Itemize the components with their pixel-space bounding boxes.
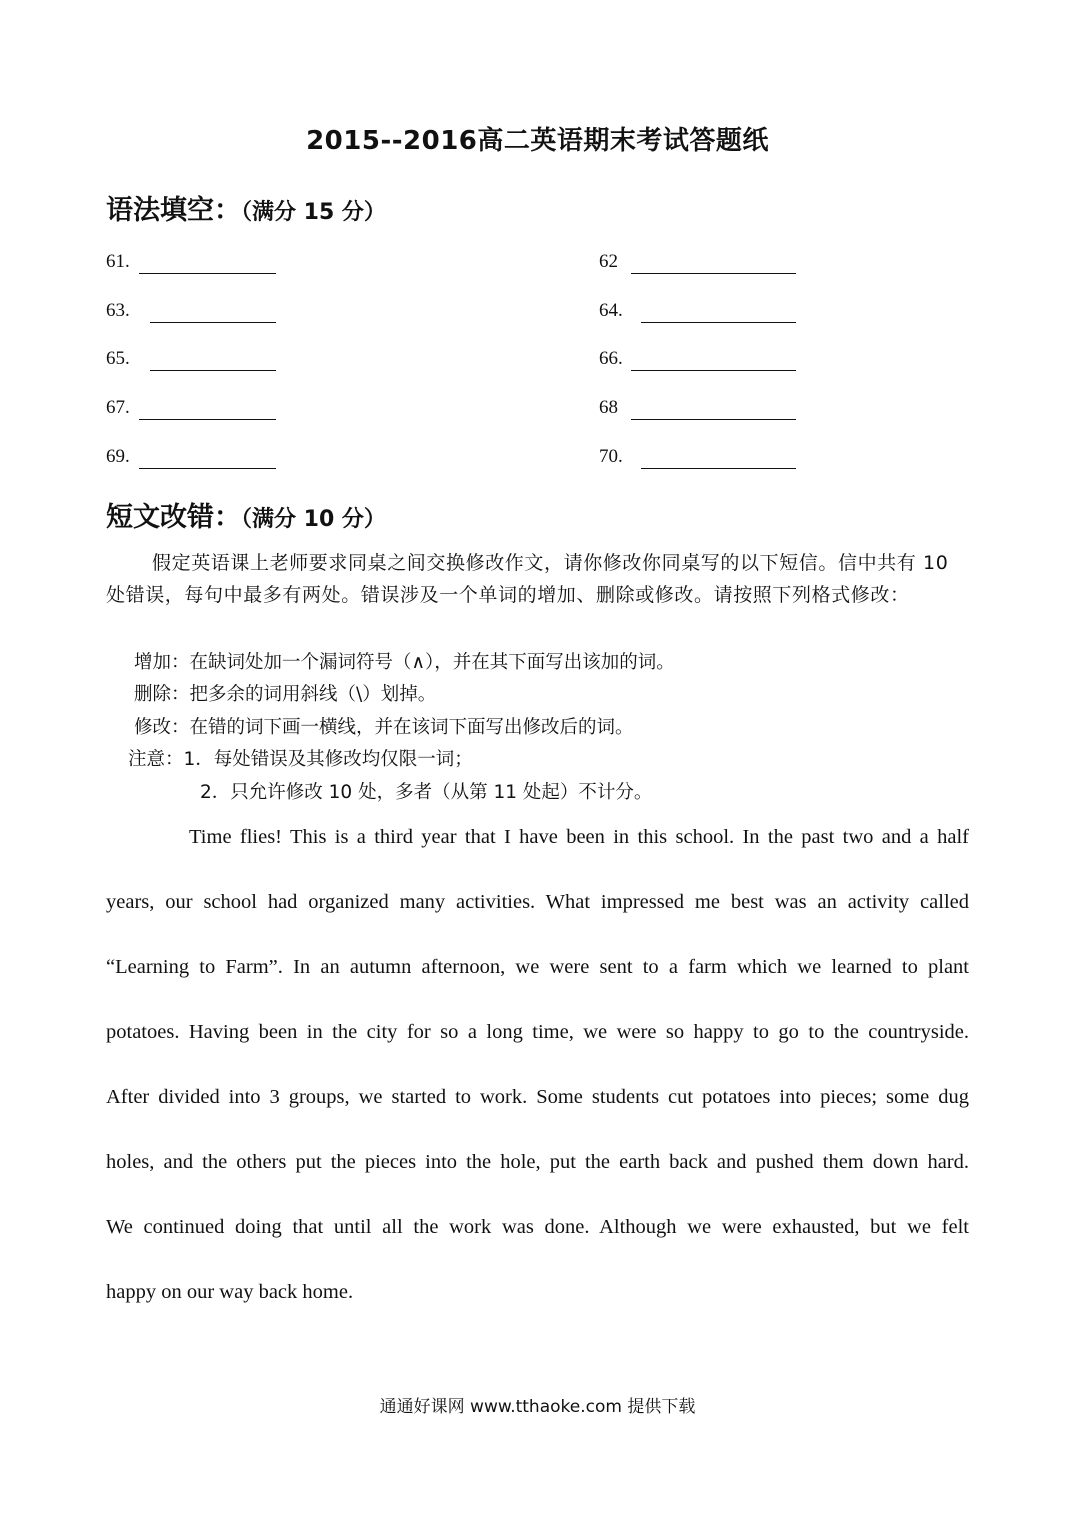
instruction-note-2: 2．只允许修改 10 处，多者（从第 11 处起）不计分。 bbox=[200, 782, 653, 803]
passage-line: happy on our way back home. bbox=[106, 1281, 354, 1303]
instruction-add: 增加：在缺词处加一个漏词符号（∧），并在其下面写出该加的词。 bbox=[134, 652, 675, 673]
blank-68[interactable] bbox=[599, 397, 799, 423]
blank-number: 70. bbox=[599, 446, 623, 467]
blank-61[interactable] bbox=[106, 251, 276, 277]
blank-number: 62 bbox=[599, 251, 618, 272]
answer-line bbox=[641, 468, 796, 469]
blank-70[interactable] bbox=[599, 446, 799, 472]
section-grammar-title: 语法填空： bbox=[106, 195, 241, 226]
blank-67[interactable] bbox=[106, 397, 276, 423]
answer-line bbox=[139, 273, 276, 274]
instruction-modify: 修改：在错的词下画一横线，并在该词下面写出修改后的词。 bbox=[134, 717, 634, 738]
passage-line: potatoes. Having been in the city for so a long time, we were so happy to go to the countryside. bbox=[106, 1021, 969, 1043]
page-title: 2015--2016高二英语期末考试答题纸 bbox=[306, 126, 769, 156]
passage-line: years, our school had organized many activities. What impressed me best was an activity called bbox=[106, 891, 969, 913]
answer-line bbox=[150, 370, 276, 371]
blank-65[interactable] bbox=[106, 348, 276, 374]
section-grammar-heading bbox=[106, 188, 386, 227]
passage-line: holes, and the others put the pieces into the hole, put the earth back and pushed them down hard. bbox=[106, 1151, 969, 1173]
blank-number: 67. bbox=[106, 397, 130, 418]
section-correction-title: 短文改错： bbox=[106, 502, 241, 533]
blank-66[interactable] bbox=[599, 348, 799, 374]
blank-64[interactable] bbox=[599, 300, 799, 326]
instruction-delete: 删除：把多余的词用斜线（\）划掉。 bbox=[134, 684, 437, 705]
section-grammar-score: （满分 15 分） bbox=[241, 200, 386, 225]
passage-line: Time flies! This is a third year that I have been in this school. In the past two and a half bbox=[189, 826, 969, 848]
blank-number: 69. bbox=[106, 446, 130, 467]
blank-69[interactable] bbox=[106, 446, 276, 472]
passage-line: “Learning to Farm”. In an autumn afternoon, we were sent to a farm which we learned to plant bbox=[106, 956, 969, 978]
section-correction-heading bbox=[106, 495, 386, 534]
instructions-paragraph: 假定英语课上老师要求同桌之间交换修改作文，请你修改你同桌写的以下短信。信中共有 10 处错误，每句中最多有两处。错误涉及一个单词的增加、删除或修改。请按照下列格式修改： bbox=[106, 552, 949, 606]
answer-line bbox=[139, 419, 276, 420]
footer-source: 通通好课网 www.tthaoke.com 提供下载 bbox=[379, 1397, 696, 1417]
answer-line bbox=[631, 419, 796, 420]
blank-number: 63. bbox=[106, 300, 130, 321]
blank-number: 66. bbox=[599, 348, 623, 369]
blank-number: 61. bbox=[106, 251, 130, 272]
answer-line bbox=[150, 322, 276, 323]
section-correction-score: （满分 10 分） bbox=[241, 507, 386, 532]
answer-line bbox=[641, 322, 796, 323]
blank-number: 65. bbox=[106, 348, 130, 369]
answer-line bbox=[139, 468, 276, 469]
passage-line: After divided into 3 groups, we started to work. Some students cut potatoes into pieces; some dug bbox=[106, 1086, 969, 1108]
blank-63[interactable] bbox=[106, 300, 276, 326]
passage-line: We continued doing that until all the work was done. Although we were exhausted, but we felt bbox=[106, 1216, 969, 1238]
answer-line bbox=[631, 273, 796, 274]
answer-line bbox=[631, 370, 796, 371]
blank-number: 64. bbox=[599, 300, 623, 321]
blank-number: 68 bbox=[599, 397, 618, 418]
blank-62[interactable] bbox=[599, 251, 799, 277]
instruction-note-1: 注意：1．每处错误及其修改均仅限一词； bbox=[128, 749, 473, 770]
